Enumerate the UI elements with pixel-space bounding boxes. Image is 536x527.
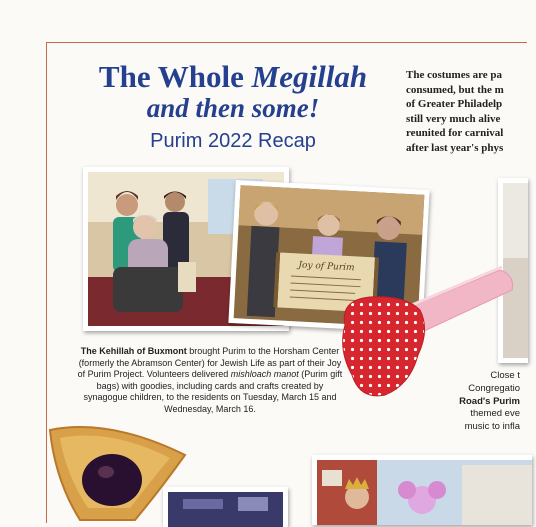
page-title: [78, 60, 388, 94]
photo-carnival: [312, 455, 532, 525]
intro-line: after last year's phys: [406, 141, 504, 154]
intro-line: still very much alive: [406, 112, 501, 125]
caption-org: The Kehillah of Buxmont: [80, 346, 187, 356]
hamantash-icon: [40, 420, 200, 520]
title-part1: The Whole: [98, 59, 244, 94]
caption-right-line: Close t: [490, 370, 520, 381]
intro-line: of Greater Philadelp: [406, 98, 503, 110]
caption-right-line: Congregatio: [468, 382, 520, 394]
photo-caption: [74, 346, 346, 416]
intro-line: reunited for carnival: [406, 127, 504, 139]
intro-line: The costumes are pa: [406, 69, 503, 81]
intro-paragraph: [406, 68, 536, 155]
scroll-caption: Joy of Purim: [298, 260, 355, 274]
caption-right-line: themed eve: [470, 408, 520, 420]
caption-right-line: Road's Purim: [459, 395, 520, 407]
title-line2: and then some!: [146, 93, 320, 123]
caption-text-2: (Purim gift bags) with goodies, including cards and crafts created by synagogue children, to the residents on Tuesday, March 15 and Wednesday, March 16.: [83, 369, 343, 414]
page-subtitle: Purim 2022 Recap: [150, 130, 316, 152]
photo-caption-right: [440, 370, 520, 434]
caption-term: mishloach manot: [230, 369, 299, 380]
intro-line: consumed, but the m: [406, 83, 504, 96]
title-part2: Megillah: [251, 59, 368, 94]
caption-right-line: music to infla: [464, 421, 520, 433]
caption-text-1: brought Purim to the Horsham Center (formerly the Abramson Center) for Jewish Life as part of their Joy of Purim Project. Volunteers delivered: [77, 346, 342, 380]
